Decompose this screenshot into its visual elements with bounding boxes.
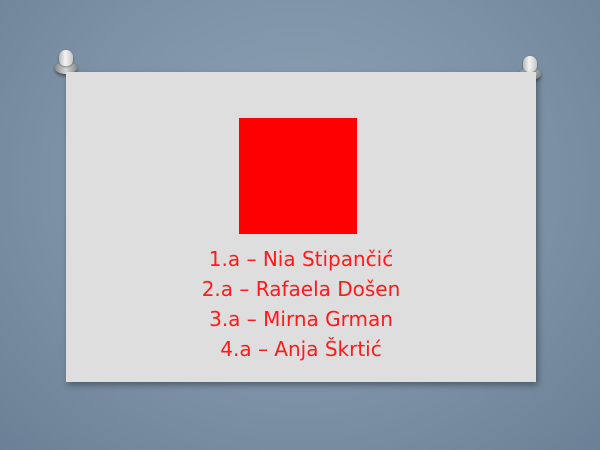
name-line-3: 3.a – Mirna Grman [209, 307, 393, 331]
red-square [239, 118, 357, 234]
name-line-2: 2.a – Rafaela Došen [201, 277, 401, 301]
name-line-1: 1.a – Nia Stipančić [208, 247, 394, 271]
slide-board [66, 72, 536, 382]
name-list [66, 244, 536, 364]
name-line-4: 4.a – Anja Škrtić [220, 337, 382, 361]
